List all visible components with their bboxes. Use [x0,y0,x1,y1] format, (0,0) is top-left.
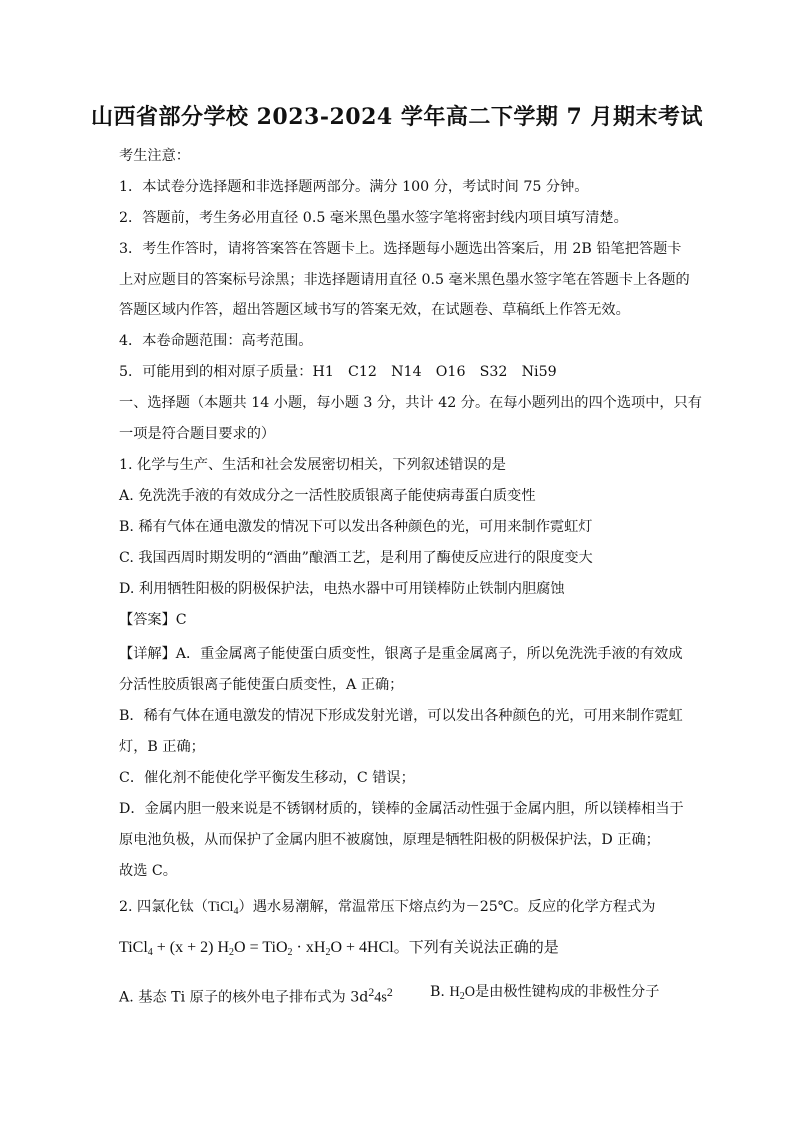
question-1-answer: 【答案】C [119,612,187,628]
water-o: O [464,984,475,1000]
question-1-option-a: A. 免洗洗手液的有效成分之一活性胶质银离子能使病毒蛋白质变性 [119,488,536,504]
option-b-label: B. [430,984,450,1000]
eq-sub-4: 4 [147,947,153,958]
section-heading-cont: 一项是符合题目要求的） [119,426,276,442]
option-a-4s: 4s [374,989,387,1006]
notice-item-4: 4．本卷命题范围：高考范围。 [119,333,313,349]
water-sub: 2 [459,991,465,1002]
question-2-option-b [430,982,659,1007]
eq-sub-2b: 2 [287,947,293,958]
eq-plus: + (x + 2) H [152,939,230,956]
question-1-explain-8: 故选 C。 [119,863,177,879]
question-2-equation [119,936,559,964]
water-formula [449,984,475,1000]
question-1-explain-3: B．稀有气体在通电激发的情况下形成发射光谱，可以发出各种颜色的光，可用来制作霓虹 [119,708,683,724]
question-1-option-c: C. 我国西周时期发明的“酒曲”酿酒工艺，是利用了酶使反应进行的限度变大 [119,550,593,566]
question-1-option-b: B. 稀有气体在通电激发的情况下可以发出各种颜色的光，可用来制作霓虹灯 [119,519,593,535]
eq-mid: O = TiO [234,939,288,956]
eq-end: O + 4HCl [330,939,394,956]
notice-heading: 考生注意： [119,148,190,164]
option-a-sup-2: 2 [386,985,393,999]
notice-item-3-cont: 上对应题目的答案标号涂黑；非选择题请用直径 0.5 毫米黑色墨水签字笔在答题卡上各题的 [119,272,690,288]
notice-item-2: 2．答题前，考生务必用直径 0.5 毫米黑色墨水签字笔将密封线内项目填写清楚。 [119,210,628,226]
ticl4-formula [208,899,239,915]
question-1-explain-1: 【详解】A．重金属离子能使蛋白质变性，银离子是重金属离子，所以免洗洗手液的有效成 [119,646,683,662]
question-1-explain-6: D．金属内胆一般来说是不锈钢材质的，镁棒的金属活动性强于金属内胆，所以镁棒相当于 [119,801,684,817]
ticl4-subscript: 4 [233,906,239,917]
option-b-text: 是由极性键构成的非极性分子 [474,984,660,1000]
water-h: H [449,984,460,1000]
question-2-stem-post: ）遇水易潮解，常温常压下熔点约为－25℃。反应的化学方程式为 [238,899,656,915]
reaction-equation [119,939,394,956]
question-1-explain-4: 灯，B 正确； [119,739,205,755]
question-1-stem: 1. 化学与生产、生活和社会发展密切相关，下列叙述错误的是 [119,457,506,473]
eq-dot: · xH [292,939,326,956]
notice-item-1: 1．本试卷分选择题和非选择题两部分。满分 100 分，考试时间 75 分钟。 [119,179,589,195]
eq-ticl: TiCl [119,939,148,956]
question-2-stem-tail: 。下列有关说法正确的是 [393,938,559,956]
question-2-option-a [119,982,393,1008]
eq-sub-2c: 2 [325,947,331,958]
question-1-explain-7: 原电池负极，从而保护了金属内胆不被腐蚀，原理是牺牲阳极的阴极保护法，D 正确； [119,832,660,848]
question-1-explain-5: C．催化剂不能使化学平衡发生移动，C 错误； [119,770,415,786]
question-1-option-d: D. 利用牺牲阳极的阴极保护法，电热水器中可用镁棒防止铁制内胆腐蚀 [119,581,565,597]
eq-sub-2a: 2 [229,947,235,958]
option-a-sup-1: 2 [368,985,375,999]
exam-title: 山西省部分学校 2023-2024 学年高二下学期 7 月期末考试 [90,104,704,130]
section-heading: 一、选择题（本题共 14 小题，每小题 3 分，共计 42 分。在每小题列出的四个选项中，只有 [119,395,702,411]
ticl4-text: TiCl [207,899,234,915]
notice-item-5: 5．可能用到的相对原子质量：H1 C12 N14 O16 S32 Ni59 [119,364,557,380]
notice-item-3-cont2: 答题区域内作答，超出答题区域书写的答案无效，在试题卷、草稿纸上作答无效。 [119,302,630,318]
question-2-stem-pre: 2. 四氯化钛（ [119,899,208,915]
notice-item-3: 3．考生作答时，请将答案答在答题卡上。选择题每小题选出答案后，用 2B 铅笔把答题卡 [119,241,682,257]
question-1-explain-2: 分活性胶质银离子能使蛋白质变性，A 正确； [119,677,404,693]
question-2-stem [119,897,656,922]
option-a-text: A. 基态 Ti 原子的核外电子排布式为 3d [119,989,369,1006]
